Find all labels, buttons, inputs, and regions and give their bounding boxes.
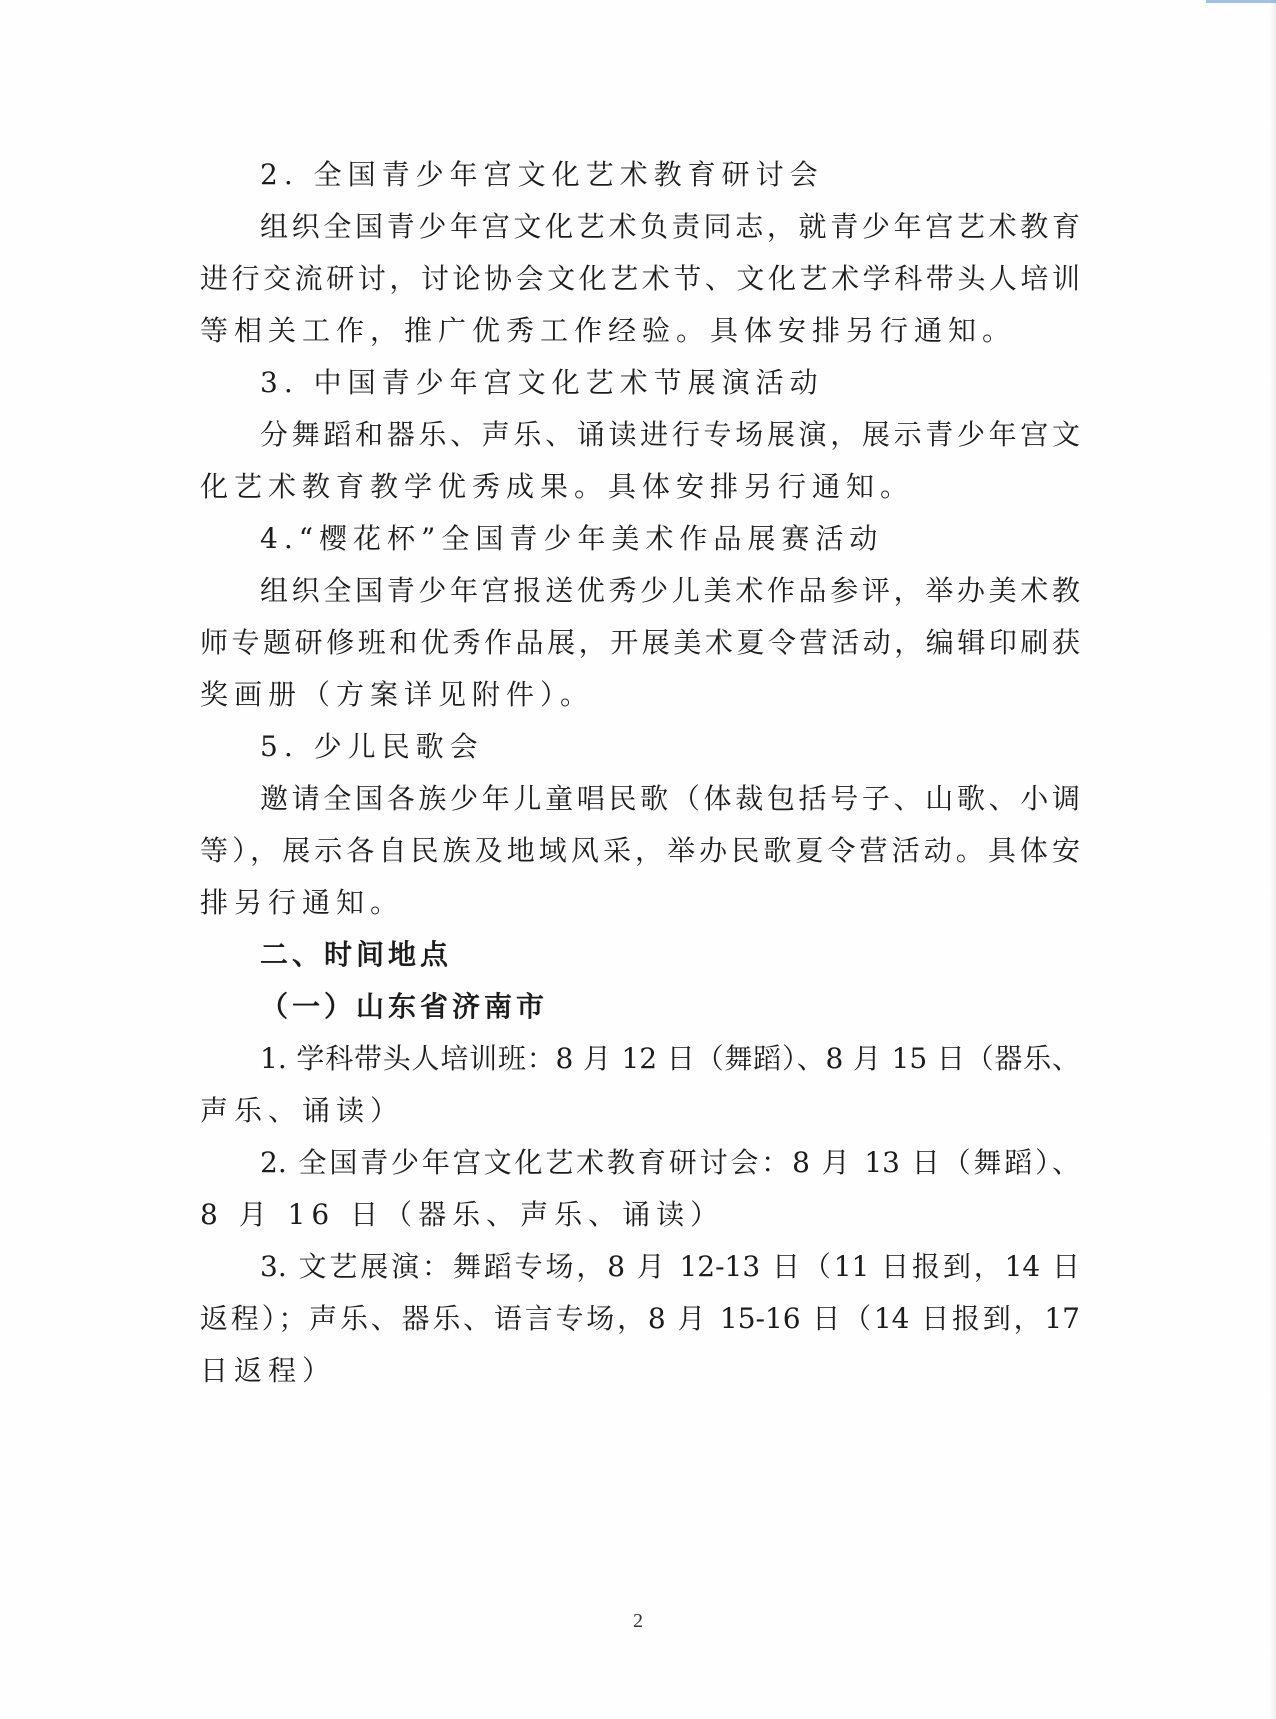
section-heading: 二、时间地点 [260,938,453,971]
scan-edge-shadow [1270,0,1276,1719]
schedule-line: 3. 文艺展演：舞蹈专场，8 月 12-13 日（11 日报到，14 日 [260,1250,1080,1283]
paragraph-line: 进行交流研讨，讨论协会文化艺术节、文化艺术学科带头人培训 [200,262,1080,295]
paragraph-line: 师专题研修班和优秀作品展，开展美术夏令营活动，编辑印刷获 [200,626,1080,659]
paragraph-line: 组织全国青少年宫文化艺术负责同志，就青少年宫艺术教育 [260,210,1080,243]
item-heading-3: 3. 中国青少年宫文化艺术节展演活动 [260,366,824,399]
schedule-line: 声乐、诵读） [200,1094,405,1127]
schedule-line: 1. 学科带头人培训班：8 月 12 日（舞蹈）、8 月 15 日（器乐、 [260,1042,1080,1075]
paragraph-line: 等），展示各自民族及地域风采，举办民歌夏令营活动。具体安 [200,834,1080,867]
item-heading-2: 2. 全国青少年宫文化艺术教育研讨会 [260,158,824,191]
item-heading-5: 5. 少儿民歌会 [260,730,484,763]
paragraph-line: 排另行通知。 [200,886,405,919]
scan-artifact [1206,0,1276,3]
schedule-line: 2. 全国青少年宫文化艺术教育研讨会：8 月 13 日（舞蹈）、 [260,1146,1080,1179]
schedule-line: 返程）；声乐、器乐、语言专场，8 月 15-16 日（14 日报到，17 [200,1302,1080,1335]
paragraph-line: 化艺术教育教学优秀成果。具体安排另行通知。 [200,470,915,503]
schedule-line: 日返程） [200,1354,337,1387]
item-heading-4: 4.“樱花杯”全国青少年美术作品展赛活动 [260,522,884,555]
page-number: 2 [633,1610,643,1632]
paragraph-line: 分舞蹈和器乐、声乐、诵读进行专场展演，展示青少年宫文 [260,418,1080,451]
schedule-line: 8 月 16 日（器乐、声乐、诵读） [200,1198,725,1231]
subsection-heading: （一）山东省济南市 [260,990,549,1023]
paragraph-line: 等相关工作，推广优秀工作经验。具体安排另行通知。 [200,314,1017,347]
paragraph-line: 邀请全国各族少年儿童唱民歌（体裁包括号子、山歌、小调 [260,782,1080,815]
paragraph-line: 奖画册（方案详见附件）。 [200,678,595,711]
paragraph-line: 组织全国青少年宫报送优秀少儿美术作品参评，举办美术教 [260,574,1080,607]
